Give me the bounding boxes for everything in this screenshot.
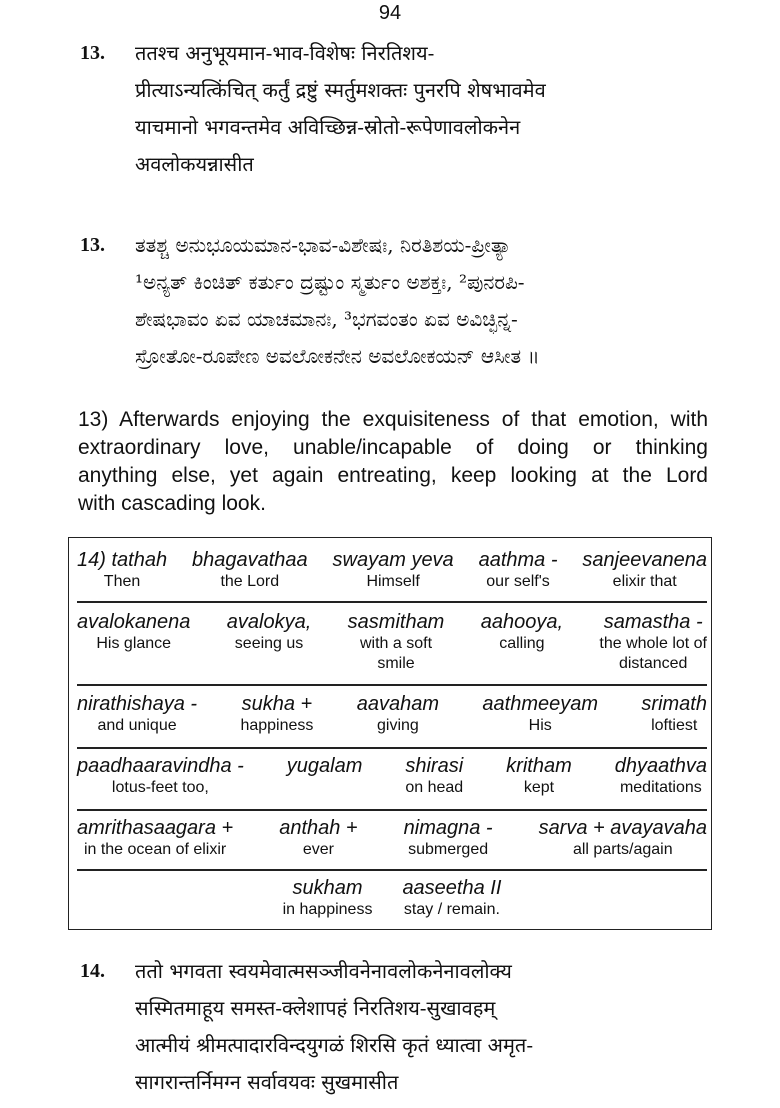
gloss-cell bbox=[227, 610, 312, 674]
gloss-row bbox=[77, 754, 707, 798]
gloss-cell bbox=[348, 610, 445, 674]
verse-line: अवलोकयन्नासीत bbox=[135, 152, 254, 176]
transliterated-word: srimath bbox=[641, 693, 707, 715]
gloss-cell bbox=[479, 548, 558, 592]
gloss-cell bbox=[481, 610, 563, 674]
transliterated-word: sanjeevanena bbox=[582, 549, 707, 571]
transliterated-word: sukha + bbox=[241, 693, 313, 715]
word-gloss: the whole lot of distanced bbox=[599, 635, 707, 672]
verse-14-sanskrit bbox=[80, 960, 720, 1101]
gloss-cell bbox=[279, 816, 357, 860]
word-gloss: giving bbox=[377, 717, 419, 734]
transliterated-word: shirasi bbox=[405, 755, 464, 777]
word-gloss: and unique bbox=[97, 717, 177, 734]
transliterated-word: nimagna - bbox=[403, 817, 493, 839]
verse-number: 13. bbox=[80, 234, 105, 256]
translation-line: 13) Afterwards enjoying the exquisiteness of that emotion, with bbox=[78, 408, 708, 431]
verse-13-kannada bbox=[80, 234, 720, 375]
word-gloss: Himself bbox=[366, 573, 420, 590]
gloss-cell bbox=[283, 876, 373, 920]
transliterated-word: swayam yeva bbox=[332, 549, 454, 571]
transliterated-word: 14) tathah bbox=[77, 549, 168, 571]
verse-line: प्रीत्याऽन्यत्किंचित् कर्तुं द्रष्टुं स्मर्तुमशक्तः पुनरपि शेषभावमेव bbox=[135, 78, 546, 102]
translation-line: extraordinary love, unable/incapable of doing or thinking bbox=[78, 436, 708, 459]
transliterated-word: anthah + bbox=[279, 817, 358, 839]
gloss-cell bbox=[333, 548, 454, 592]
gloss-cell bbox=[287, 754, 363, 798]
word-gloss: happiness bbox=[240, 717, 314, 734]
row-divider bbox=[77, 869, 707, 871]
gloss-row bbox=[77, 548, 707, 592]
verse-line: ಶೇಷಭಾವಂ ಏವ ಯಾಚಮಾನಃ, ³ಭಗವಂತಂ ಏವ ಅವಿಚ್ಛಿನ್ನ- bbox=[135, 307, 518, 331]
gloss-cell bbox=[402, 876, 501, 920]
verse-line: ततश्च अनुभूयमान-भाव-विशेषः निरतिशय- bbox=[135, 41, 435, 65]
verse-line: याचमानो भगवन्तमेव अविच्छिन्न-स्रोतो-रूपेणावलोकनेन bbox=[135, 115, 521, 139]
gloss-cell bbox=[77, 816, 233, 860]
gloss-row bbox=[77, 692, 707, 736]
word-gloss: with a soft smile bbox=[359, 635, 433, 672]
word-gloss: loftiest bbox=[651, 717, 698, 734]
transliterated-word: dhyaathva bbox=[614, 755, 707, 777]
gloss-cell bbox=[405, 754, 463, 798]
row-divider bbox=[77, 601, 707, 603]
transliterated-word: amrithasaagara + bbox=[77, 817, 234, 839]
translation-line: with cascading look. bbox=[78, 492, 266, 515]
word-gloss: submerged bbox=[408, 841, 489, 858]
transliterated-word: avalokya, bbox=[226, 611, 312, 633]
verse-line: ततो भगवता स्वयमेवात्मसञ्जीवनेनावलोकनेनावलोक्य bbox=[135, 959, 512, 983]
word-gloss: in the ocean of elixir bbox=[83, 841, 227, 858]
verse-14-gloss-table bbox=[68, 537, 712, 930]
verse-line: सागरान्तर्निमग्न सर्वावयवः सुखमासीत bbox=[135, 1070, 399, 1094]
gloss-cell bbox=[599, 610, 707, 674]
word-gloss: stay / remain. bbox=[403, 901, 500, 918]
verse-line: ¹ಅನ್ಯತ್ ಕಿಂಚಿತ್ ಕರ್ತುಂ ದ್ರಷ್ಟುಂ ಸ್ಮರ್ತುಂ ಅಶಕ್ತಃ, ²ಪುನರಪಿ- bbox=[135, 270, 525, 294]
transliterated-word: aathma - bbox=[478, 549, 558, 571]
gloss-cell bbox=[357, 692, 439, 736]
row-divider bbox=[77, 684, 707, 686]
gloss-row bbox=[77, 876, 707, 920]
verse-number: 14. bbox=[80, 960, 105, 982]
word-gloss: meditations bbox=[619, 779, 702, 796]
word-gloss: kept bbox=[523, 779, 555, 796]
gloss-cell bbox=[77, 548, 167, 592]
word-gloss: all parts/again bbox=[572, 841, 673, 858]
transliterated-word: aahooya, bbox=[480, 611, 564, 633]
gloss-cell bbox=[506, 754, 572, 798]
word-gloss: His bbox=[528, 717, 552, 734]
transliterated-word: kritham bbox=[506, 755, 572, 777]
gloss-cell bbox=[77, 610, 190, 674]
word-gloss: our self's bbox=[486, 573, 550, 590]
word-gloss: on head bbox=[405, 779, 464, 796]
word-gloss: calling bbox=[499, 635, 545, 652]
transliterated-word: bhagavathaa bbox=[191, 549, 308, 571]
gloss-cell bbox=[192, 548, 308, 592]
transliterated-word: nirathishaya - bbox=[77, 693, 198, 715]
page-number: 94 bbox=[378, 2, 402, 24]
row-divider bbox=[77, 747, 707, 749]
word-gloss: His glance bbox=[96, 635, 172, 652]
word-gloss: lotus-feet too, bbox=[111, 779, 209, 796]
transliterated-word: avalokanena bbox=[77, 611, 191, 633]
word-gloss: elixir that bbox=[612, 573, 677, 590]
verse-line: आत्मीयं श्रीमत्पादारविन्दयुगळं शिरसि कृतं ध्यात्वा अमृत- bbox=[135, 1033, 534, 1057]
gloss-cell bbox=[539, 816, 707, 860]
gloss-cell bbox=[77, 692, 197, 736]
transliterated-word: aathmeeyam bbox=[482, 693, 599, 715]
gloss-cell bbox=[77, 754, 244, 798]
transliterated-word: samastha - bbox=[603, 611, 703, 633]
transliterated-word: sarva + avayavaha bbox=[538, 817, 707, 839]
transliterated-word: paadhaaravindha - bbox=[77, 755, 244, 777]
transliterated-word: sukham bbox=[292, 877, 363, 899]
word-gloss: the Lord bbox=[220, 573, 280, 590]
word-gloss: seeing us bbox=[234, 635, 304, 652]
verse-13-sanskrit bbox=[80, 42, 720, 183]
verse-line: ತತಶ್ಚ ಅನುಭೂಯಮಾನ-ಭಾವ-ವಿಶೇಷಃ, ನಿರತಿಶಯ-ಪ್ರೀತ್ಯಾ bbox=[135, 233, 512, 257]
gloss-row bbox=[77, 816, 707, 860]
gloss-cell bbox=[615, 754, 707, 798]
verse-13-translation bbox=[78, 406, 708, 518]
gloss-cell bbox=[240, 692, 313, 736]
translation-line: anything else, yet again entreating, keep looking at the Lord bbox=[78, 464, 708, 487]
gloss-cell bbox=[641, 692, 707, 736]
gloss-cell bbox=[404, 816, 493, 860]
word-gloss: Then bbox=[103, 573, 141, 590]
word-gloss: ever bbox=[302, 841, 334, 858]
verse-line: ಸ್ರೋತೋ-ರೂಪೇಣ ಅವಲೋಕನೇನ ಅವಲೋಕಯನ್ ಆಸೀತ ॥ bbox=[135, 344, 540, 368]
transliterated-word: sasmitham bbox=[347, 611, 445, 633]
gloss-row bbox=[77, 610, 707, 674]
word-gloss: in happiness bbox=[282, 901, 373, 918]
transliterated-word: yugalam bbox=[286, 755, 363, 777]
verse-number: 13. bbox=[80, 42, 105, 64]
row-divider bbox=[77, 809, 707, 811]
gloss-cell bbox=[582, 548, 707, 592]
transliterated-word: aavaham bbox=[356, 693, 440, 715]
transliterated-word: aaseetha II bbox=[402, 877, 502, 899]
gloss-cell bbox=[482, 692, 598, 736]
verse-line: सस्मितमाहूय समस्त-क्लेशापहं निरतिशय-सुखावहम् bbox=[135, 996, 496, 1020]
